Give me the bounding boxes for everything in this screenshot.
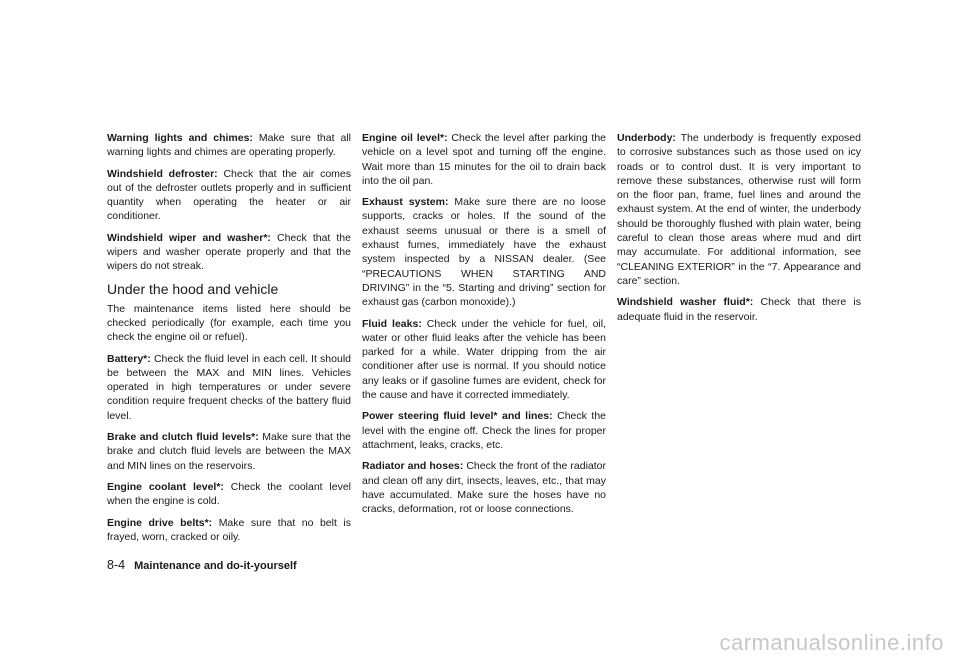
item-text: Check that there is adequate fluid in the reservoir.: [617, 296, 862, 323]
item-text: Make sure there are no loose supports, cracks or holes. If the sound of the exhaust seems unusual or there is a smell of exhaust fumes, immediately have the exhaust system inspected by a NISSAN dealer. (See “PRECAUTIONS WHEN STARTING AND DRIVING” in the “5. Starting and driving” section for exhaust gas (carbon monoxide).): [362, 196, 607, 309]
column-2: [362, 131, 606, 523]
item-exhaust-system: [362, 195, 606, 309]
item-label: Fluid leaks:: [362, 317, 422, 330]
item-text: Check that the air comes out of the defroster outlets properly and in sufficient quantity when operating the heater or air conditioner.: [107, 167, 352, 223]
item-label: Radiator and hoses:: [362, 460, 464, 473]
item-label: Windshield wiper and washer*:: [107, 231, 271, 244]
item-power-steering: [362, 409, 606, 452]
item-label: Engine coolant level*:: [107, 480, 224, 493]
item-text: Check the fluid level in each cell. It should be between the MAX and MIN lines. Vehicles operated in high temperatures or under severe condition require frequent checks of the battery fluid level.: [107, 352, 351, 422]
item-battery: [107, 352, 351, 423]
item-label: Brake and clutch fluid levels*:: [107, 431, 259, 444]
item-brake-clutch-fluid: [107, 430, 351, 473]
item-label: Warning lights and chimes:: [107, 132, 253, 144]
item-text: Check under the vehicle for fuel, oil, water or other fluid leaks after the vehicle has been parked for a while. Water dripping from the air conditioner after use is normal. If you should notice any leaks or if gasoline fumes are evident, check for the cause and have it corrected immediately.: [362, 317, 606, 402]
page-number: 8-4: [107, 558, 126, 572]
item-windshield-defroster: [107, 167, 351, 224]
item-label: Battery*:: [107, 352, 151, 365]
item-label: Engine oil level*:: [362, 132, 448, 144]
column-3: [617, 131, 861, 331]
item-text: Check the coolant level when the engine is cold.: [107, 480, 351, 508]
item-text: Make sure that all warning lights and chimes are operating properly.: [107, 132, 352, 159]
item-engine-coolant: [107, 480, 351, 509]
page-footer: [107, 558, 297, 572]
item-label: Underbody:: [617, 132, 676, 144]
item-underbody: [617, 131, 861, 288]
item-text: Check the level with the engine off. Check the lines for proper attachment, leaks, cracks, etc.: [362, 410, 606, 451]
section-intro: The maintenance items listed here should be checked periodically (for example, each time you check the engine oil or refuel).: [107, 302, 351, 344]
item-windshield-wiper: [107, 231, 351, 274]
item-fluid-leaks: [362, 317, 606, 403]
item-text: Make sure that no belt is frayed, worn, cracked or oily.: [107, 516, 351, 543]
item-warning-lights: [107, 131, 351, 160]
item-text: Make sure that the brake and clutch fluid levels are between the MAX and MIN lines on the reservoirs.: [107, 431, 351, 472]
column-1: [107, 131, 351, 551]
item-washer-fluid: [617, 295, 861, 324]
item-radiator-hoses: [362, 459, 606, 516]
item-label: Windshield defroster:: [107, 167, 218, 180]
item-label: Windshield washer fluid*:: [617, 296, 754, 309]
item-label: Exhaust system:: [362, 196, 449, 209]
item-label: Power steering fluid level* and lines:: [362, 410, 553, 423]
item-text: Check the front of the radiator and clean off any dirt, insects, leaves, etc., that may have accumulated. Make sure the hoses have no cracks, deformation, rot or loose connections.: [362, 460, 606, 516]
section-heading: Under the hood and vehicle: [107, 280, 279, 297]
watermark: carmanualsonline.info: [719, 630, 944, 655]
item-text: Check that the wipers and washer operate properly and that the wipers do not streak.: [107, 231, 351, 273]
item-engine-drive-belts: [107, 516, 351, 545]
item-label: Engine drive belts*:: [107, 516, 213, 529]
footer-section-title: Maintenance and do-it-yourself: [134, 560, 297, 572]
item-engine-oil: [362, 131, 606, 188]
item-text: Check the level after parking the vehicle on a level spot and turning off the engine. Wait more than 15 minutes for the oil to drain back into the oil pan.: [362, 132, 606, 187]
item-text: The underbody is frequently exposed to corrosive substances such as those used on icy roads or to control dust. It is very important to remove these substances, otherwise rust will form on the floor pan, frame, fuel lines and around the exhaust system. At the end of winter, the underbody should be thoroughly flushed with plain water, being careful to clean those areas where mud and dirt may accumulate. For additional information, see “CLEANING EXTERIOR” in the “7. Appearance and care” section.: [617, 132, 861, 287]
